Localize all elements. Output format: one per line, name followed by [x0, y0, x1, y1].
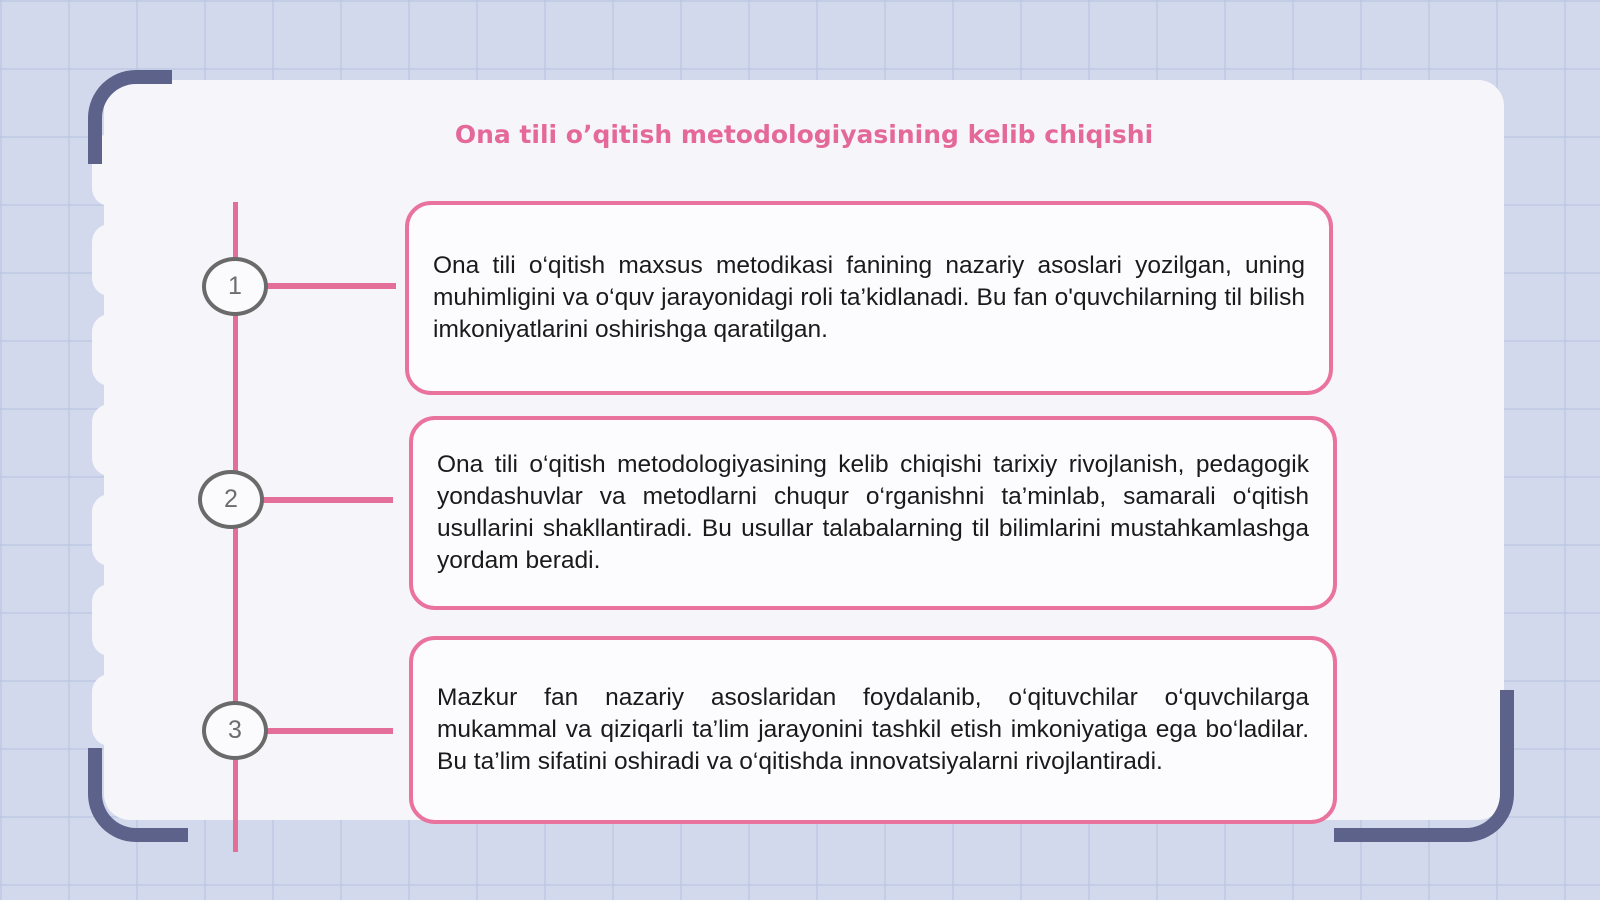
step-card-3 — [409, 636, 1337, 824]
step-card-2 — [409, 416, 1337, 610]
step-number-3: 3 — [202, 701, 268, 760]
step-number-1: 1 — [202, 257, 268, 316]
paper-scallop — [92, 404, 128, 476]
step-connector — [262, 497, 393, 503]
step-number-2: 2 — [198, 470, 264, 529]
step-text-3: Mazkur fan nazariy asoslaridan foydalanib, o‘qituvchilar o‘quvchilarga mukammal va qiziqarli ta’lim jarayonini tashkil etish imkoniyatiga ega bo‘ladilar. Bu ta’lim sifatini oshiradi va o‘qitishda innovatsiyalarni rivojlantiradi. — [437, 684, 1309, 775]
frame-corner-bottom-left — [88, 748, 188, 842]
paper-scallop — [92, 584, 128, 656]
step-card-1 — [405, 201, 1333, 395]
step-text-2: Ona tili o‘qitish metodologiyasining kelib chiqishi tarixiy rivojlanish, pedagogik yondashuvlar va metodlarni chuqur o‘rganishni ta’minlab, samarali o‘qitish usullarini shakllantiradi. Bu usullar talabalarning til bilimlarini mustahkamlashga yordam beradi. — [437, 451, 1309, 574]
step-text-1: Ona tili o‘qitish maxsus metodikasi fanining nazariy asoslari yozilgan, uning muhimligini va o‘quv jarayonidagi roli ta’kidlanadi. Bu fan o'quvchilarning til bilish imkoniyatlarini oshirishga qaratilgan. — [433, 252, 1305, 343]
step-connector — [266, 728, 393, 734]
frame-corner-top-left — [88, 70, 172, 164]
paper-scallop — [92, 314, 128, 386]
paper-scallop — [92, 494, 128, 566]
paper-scallop — [92, 674, 128, 746]
slide-title: Ona tili oʼqitish metodologiyasining kelib chiqishi — [454, 120, 1154, 149]
paper-scallop — [92, 224, 128, 296]
frame-corner-bottom-right — [1334, 690, 1514, 842]
step-connector — [266, 283, 396, 289]
